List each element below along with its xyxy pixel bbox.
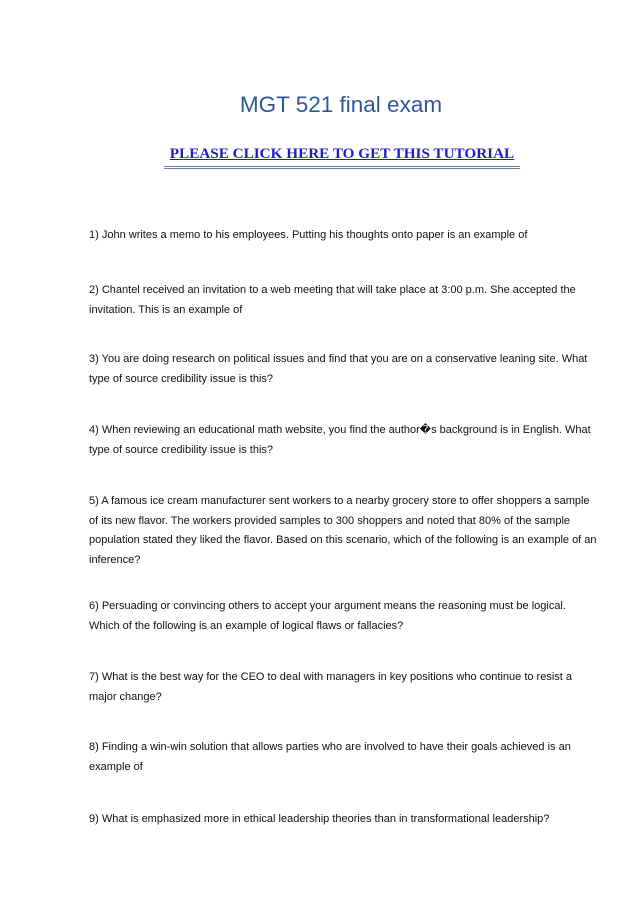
question-3: 3) You are doing research on political issues and find that you are on a conservative leaning site. What type of source credibility issue is this? [89, 353, 588, 385]
document-title: MGT 521 final exam [239, 92, 443, 117]
question-2: 2) Chantel received an invitation to a web meeting that will take place at 3:00 p.m. She accepted the invitation. This is an example of [89, 284, 576, 316]
tutorial-banner [164, 141, 520, 169]
question-8: 8) Finding a win-win solution that allows parties who are involved to have their goals achieved is an example of [89, 741, 571, 773]
question-1: 1) John writes a memo to his employees. Putting his thoughts onto paper is an example of [89, 229, 528, 241]
question-7: 7) What is the best way for the CEO to deal with managers in key positions who continue to resist a major change? [89, 671, 573, 703]
question-9: 9) What is emphasized more in ethical leadership theories than in transformational leadership? [89, 813, 550, 825]
tutorial-link[interactable]: PLEASE CLICK HERE TO GET THIS TUTORIAL [169, 145, 515, 162]
question-5: 5) A famous ice cream manufacturer sent workers to a nearby grocery store to offer shoppers a sample of its new flavor. The workers provided samples to 300 shoppers and noted that 80% of the sample population stated they liked the flavor. Based on this scenario, which of the following is an example of an inference? [89, 495, 597, 566]
question-4: 4) When reviewing an educational math website, you find the author�s background is in English. What type of source credibility issue is this? [89, 424, 591, 456]
question-6: 6) Persuading or convincing others to accept your argument means the reasoning must be logical. Which of the following is an example of logical flaws or fallacies? [89, 600, 566, 632]
